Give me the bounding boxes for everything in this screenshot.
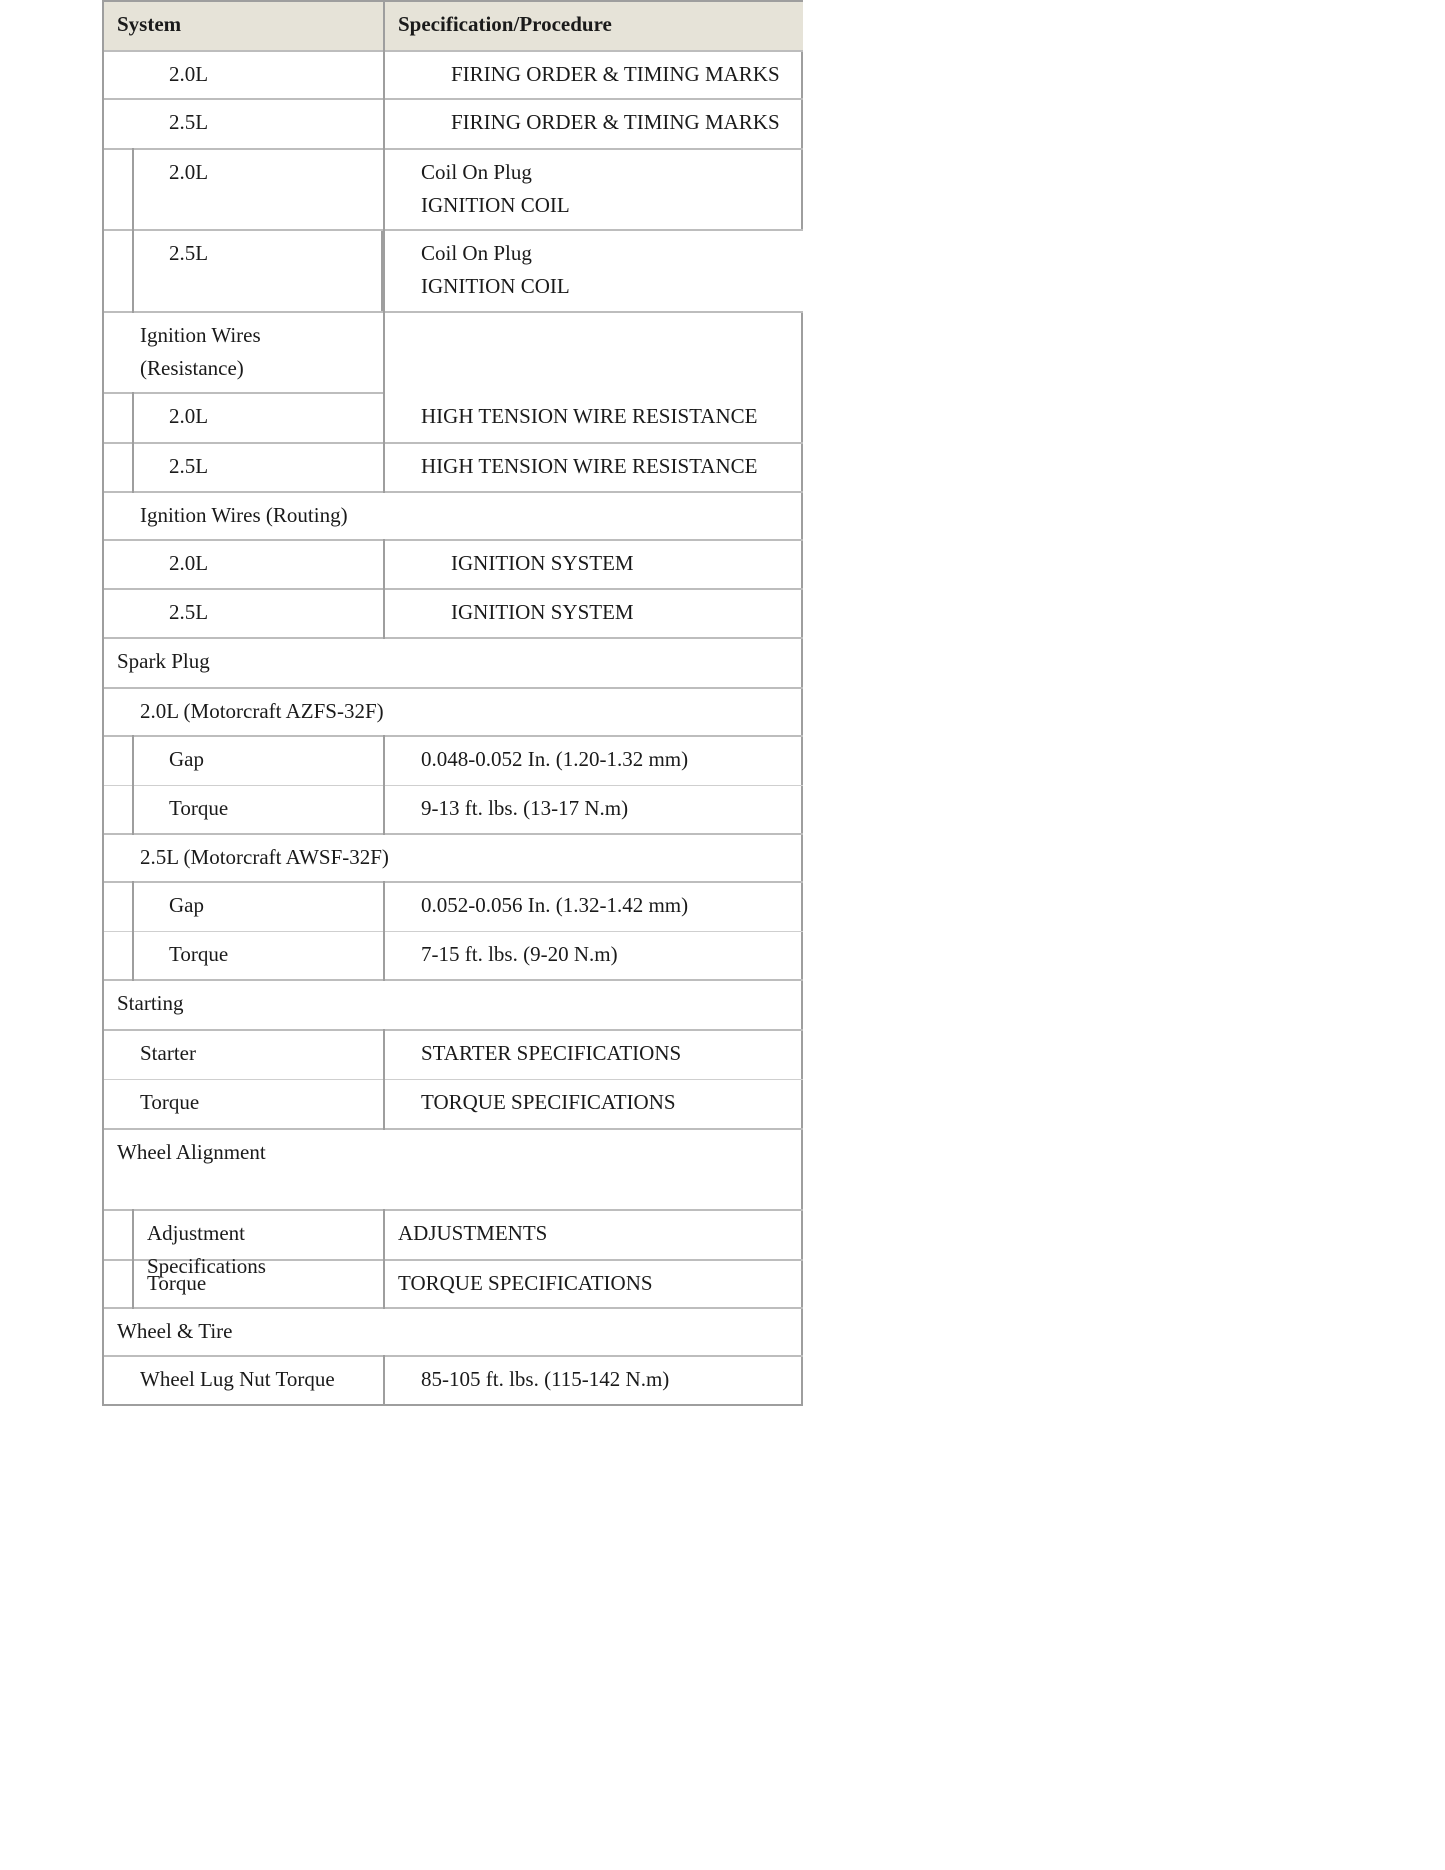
- system-cell: 2.5L: [169, 454, 209, 478]
- indent-divider: [132, 881, 134, 932]
- spec-cell: 85-105 ft. lbs. (115-142 N.m): [421, 1367, 670, 1391]
- system-cell: 2.5L (Motorcraft AWSF-32F): [140, 845, 389, 869]
- column-divider: [383, 930, 385, 981]
- system-cell: Adjustment: [147, 1221, 245, 1245]
- system-cell: Gap: [169, 893, 204, 917]
- spec-cell-line2: IGNITION COIL: [421, 193, 570, 217]
- indent-divider: [132, 930, 134, 981]
- indent-divider: [132, 442, 134, 493]
- system-cell: Torque: [169, 942, 229, 966]
- column-divider: [383, 50, 385, 100]
- spec-cell: IGNITION SYSTEM: [451, 600, 634, 624]
- system-cell: Wheel Lug Nut Torque: [140, 1367, 335, 1391]
- column-divider: [383, 1209, 385, 1261]
- column-divider: [383, 784, 385, 835]
- column-divider: [383, 1078, 385, 1130]
- system-cell: 2.5L: [169, 600, 209, 624]
- indent-divider: [132, 392, 134, 444]
- system-cell: 2.5L: [169, 110, 209, 134]
- column-divider: [383, 539, 385, 590]
- system-cell: Torque: [169, 796, 229, 820]
- spec-cell: ADJUSTMENTS: [398, 1221, 548, 1245]
- spec-cell-line2: IGNITION COIL: [421, 274, 570, 298]
- column-divider: [383, 0, 385, 52]
- system-cell: 2.0L: [169, 404, 209, 428]
- column-divider: [383, 1029, 385, 1080]
- spec-cell: 7-15 ft. lbs. (9-20 N.m): [421, 942, 618, 966]
- spec-cell: 9-13 ft. lbs. (13-17 N.m): [421, 796, 629, 820]
- spec-cell: TORQUE SPECIFICATIONS: [421, 1090, 676, 1114]
- spec-cell: HIGH TENSION WIRE RESISTANCE: [421, 404, 758, 428]
- column-divider: [383, 442, 385, 493]
- spec-cell: STARTER SPECIFICATIONS: [421, 1041, 682, 1065]
- indent-divider: [132, 1209, 134, 1261]
- spec-cell: TORQUE SPECIFICATIONS: [398, 1271, 653, 1295]
- spec-cell: IGNITION SYSTEM: [451, 551, 634, 575]
- system-cell: 2.0L: [169, 62, 209, 86]
- indent-divider: [132, 735, 134, 786]
- system-cell-line2: Specifications: [147, 1254, 266, 1278]
- spec-cell: HIGH TENSION WIRE RESISTANCE: [421, 454, 758, 478]
- spec-cell: 0.052-0.056 In. (1.32-1.42 mm): [421, 893, 689, 917]
- header-system: System: [117, 12, 182, 36]
- column-divider: [383, 881, 385, 932]
- system-cell: 2.0L (Motorcraft AZFS-32F): [140, 699, 384, 723]
- system-cell: Starter: [140, 1041, 196, 1065]
- system-cell: 2.0L: [169, 160, 209, 184]
- spec-cell: Coil On Plug: [421, 160, 532, 184]
- column-divider: [383, 229, 385, 313]
- indent-divider: [132, 229, 134, 313]
- system-cell: Gap: [169, 747, 204, 771]
- column-divider: [383, 588, 385, 639]
- indent-divider: [132, 148, 134, 231]
- system-cell: Wheel Alignment: [117, 1140, 266, 1164]
- system-cell: Ignition Wires (Routing): [140, 503, 348, 527]
- column-divider: [383, 392, 385, 444]
- system-cell: Starting: [117, 991, 184, 1015]
- system-cell: Ignition Wires: [140, 323, 261, 347]
- spec-cell: Coil On Plug: [421, 241, 532, 265]
- indent-divider: [132, 784, 134, 835]
- system-cell: 2.0L: [169, 551, 209, 575]
- system-cell: Torque: [140, 1090, 200, 1114]
- header-specification: Specification/Procedure: [398, 12, 612, 36]
- system-cell: Spark Plug: [117, 649, 210, 673]
- spec-cell: 0.048-0.052 In. (1.20-1.32 mm): [421, 747, 689, 771]
- column-divider: [383, 1259, 385, 1309]
- column-divider: [383, 98, 385, 150]
- column-divider: [383, 311, 385, 394]
- spec-cell: FIRING ORDER & TIMING MARKS: [451, 110, 780, 134]
- system-cell: Torque: [147, 1271, 207, 1295]
- table-row: [104, 981, 803, 1031]
- system-cell-line2: (Resistance): [140, 356, 244, 380]
- column-divider: [383, 1355, 385, 1406]
- system-cell: Wheel & Tire: [117, 1319, 233, 1343]
- column-divider: [383, 148, 385, 231]
- system-cell: 2.5L: [169, 241, 209, 265]
- column-divider: [383, 735, 385, 786]
- indent-divider: [132, 1259, 134, 1309]
- spec-cell: FIRING ORDER & TIMING MARKS: [451, 62, 780, 86]
